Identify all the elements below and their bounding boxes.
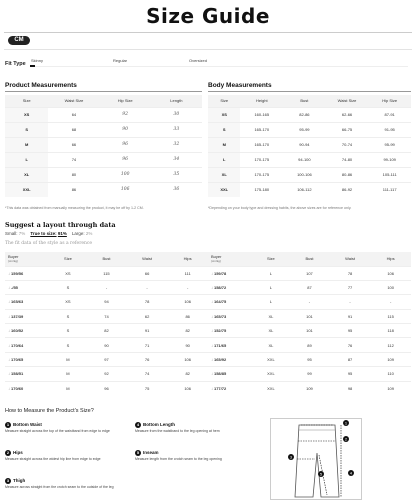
col-header: Length: [151, 95, 202, 107]
table-cell: 62: [127, 309, 168, 323]
buyer-icon: ↓: [210, 357, 213, 363]
fit-scale: [30, 66, 408, 67]
table-cell: 112: [370, 338, 411, 352]
table-cell: [208, 309, 253, 323]
table-cell: XS: [50, 266, 87, 280]
table-cell: XXL: [253, 352, 290, 366]
measure-desc: Measure across straight from the crotch seam to the outside of the leg: [5, 485, 114, 489]
buyer-icon: ↓: [8, 328, 10, 334]
table-cell: [5, 309, 50, 323]
buyer-value: 159/78: [213, 270, 227, 276]
buyer-value: 171/65: [213, 342, 227, 348]
table-cell: S: [50, 280, 87, 294]
fit-true-pct: 91%: [57, 231, 67, 236]
table-row: [208, 122, 411, 137]
col-header: [50, 252, 87, 266]
buyer-icon: ↓: [8, 285, 10, 291]
table-cell: 109: [289, 381, 330, 395]
table-cell: 110: [370, 367, 411, 381]
col-header: Waist Size: [48, 95, 99, 107]
table-cell: XL: [253, 324, 290, 338]
buyer-value: 177/72: [213, 386, 227, 392]
table-cell: 68: [48, 122, 99, 137]
buyer-value: 165/92: [213, 357, 227, 363]
buyer-icon: ↓: [8, 371, 10, 377]
table-cell: 86: [167, 309, 208, 323]
table-cell: 106-112: [283, 182, 326, 197]
table-cell: 101: [289, 324, 330, 338]
table-row: [5, 122, 202, 137]
table-cell: 106: [100, 182, 151, 197]
col-header-label: Waist: [345, 256, 355, 262]
col-header-label: Bust: [305, 256, 314, 262]
table-cell: 105-111: [368, 167, 411, 182]
col-header-label: Size: [267, 256, 275, 262]
divider: [4, 49, 412, 50]
table-cell: 95-99: [368, 137, 411, 152]
table-cell: 99-109: [368, 152, 411, 167]
table-cell: L: [253, 266, 290, 280]
table-cell: 74: [48, 152, 99, 167]
table-row: [5, 137, 202, 152]
table-cell: [5, 352, 50, 366]
buyer-icon: ↓: [8, 270, 10, 276]
buyer-icon: ↓: [8, 299, 10, 305]
fit-large-pct: 2%: [85, 231, 93, 236]
table-cell: -: [370, 295, 411, 309]
buyer-value: 158/51: [11, 371, 24, 377]
table-row: [5, 107, 202, 122]
table-cell: 111: [167, 266, 208, 280]
col-header: [127, 252, 168, 266]
table-cell: 80: [48, 167, 99, 182]
fit-hint: The fit data of the style as a reference: [5, 241, 93, 246]
number-badge: 1: [6, 422, 10, 427]
buyer-icon: ↓: [210, 386, 213, 392]
table-cell: 90: [86, 338, 127, 352]
table-cell: 30: [151, 107, 202, 122]
table-row: [5, 367, 411, 381]
table-cell: 170-175: [240, 167, 283, 182]
table-cell: 82: [167, 324, 208, 338]
table-cell: M: [50, 352, 87, 366]
table-cell: S: [50, 324, 87, 338]
table-cell: [208, 295, 253, 309]
table-cell: 106: [167, 295, 208, 309]
table-cell: 66: [127, 266, 168, 280]
table-row: [5, 167, 202, 182]
fit-small-label: Small:: [5, 231, 18, 236]
table-cell: 92: [100, 107, 151, 122]
table-cell: [208, 338, 253, 352]
buyer-value: 165/63: [11, 299, 24, 305]
measure-desc: Measure length from the crotch seam to the leg opening: [135, 457, 222, 461]
table-cell: [5, 280, 50, 294]
divider: [4, 32, 412, 33]
col-header: [330, 252, 371, 266]
buyer-icon: ↓: [210, 285, 213, 291]
table-cell: 92: [86, 367, 127, 381]
table-cell: [5, 295, 50, 309]
table-cell: XS: [50, 295, 87, 309]
col-header: [370, 252, 411, 266]
table-cell: XXL: [253, 367, 290, 381]
measure-item-thigh: [5, 478, 130, 490]
buyer-value: 158/85: [213, 371, 227, 377]
product-measurements-table: [5, 95, 202, 197]
fit-option-skinny: Skinny: [31, 58, 44, 63]
table-cell: [208, 367, 253, 381]
table-cell: -: [167, 280, 208, 294]
table-cell: XL: [208, 167, 240, 182]
diagram-num: 4: [349, 470, 353, 476]
buyer-icon: ↓: [210, 371, 213, 377]
table-cell: 95-99: [283, 122, 326, 137]
measure-heading: Inseam: [143, 450, 159, 456]
table-cell: -: [127, 280, 168, 294]
col-header-unit: (cm/kg): [210, 258, 221, 263]
buyer-icon: ↓: [210, 313, 213, 319]
table-cell: -: [330, 295, 371, 309]
col-header-label: Waist: [142, 256, 152, 262]
table-cell: 90: [167, 338, 208, 352]
table-cell: 98: [330, 381, 371, 395]
table-cell: 101: [289, 309, 330, 323]
table-cell: L: [253, 295, 290, 309]
table-cell: 82: [86, 324, 127, 338]
table-cell: 96: [86, 381, 127, 395]
buyer-value: 137/39: [11, 313, 24, 319]
buyer-icon: ↓: [8, 313, 10, 319]
fit-small-pct: 7%: [18, 231, 26, 236]
table-cell: 106: [167, 352, 208, 366]
table-cell: M: [50, 381, 87, 395]
fit-type-label: Fit Type: [5, 61, 26, 67]
buyer-value: 170/64: [11, 342, 24, 348]
table-cell: 99: [289, 367, 330, 381]
table-cell: 87: [330, 352, 371, 366]
measure-desc: Measure straight across the widest hip line from edge to edge: [5, 457, 101, 461]
measure-desc: Measure from the waistband to the leg opening at hem: [135, 429, 220, 433]
table-cell: -: [289, 295, 330, 309]
buyer-value: 165/73: [213, 313, 227, 319]
table-cell: 36: [151, 182, 202, 197]
page-title: Size Guide: [146, 4, 270, 28]
table-cell: [5, 266, 50, 280]
table-cell: 87-91: [368, 107, 411, 122]
diagram-num: 2: [344, 436, 348, 442]
table-cell: 34: [151, 152, 202, 167]
table-row: [208, 167, 411, 182]
table-cell: L: [208, 152, 240, 167]
table-cell: [208, 266, 253, 280]
col-header: [289, 252, 330, 266]
col-header: [86, 252, 127, 266]
table-cell: XS: [5, 107, 48, 122]
table-row: [5, 266, 411, 280]
table-cell: 165-170: [240, 137, 283, 152]
col-header: Size: [5, 95, 48, 107]
buyer-icon: ↓: [8, 357, 10, 363]
table-cell: [5, 338, 50, 352]
body-note: *Depending on your body type and dressing habits, the above sizes are for reference only.: [208, 206, 352, 210]
buyer-icon: ↓: [210, 342, 213, 348]
table-cell: 64: [48, 107, 99, 122]
product-note: *This data was obtained from manually measuring the product, it may be off by 1-2 CM.: [5, 206, 144, 210]
buyer-icon: ↓: [210, 299, 213, 305]
table-cell: [5, 324, 50, 338]
table-cell: 165-170: [240, 122, 283, 137]
measure-desc: Measure straight across the top of the waistband from edge to edge: [5, 429, 110, 433]
table-cell: 95: [289, 352, 330, 366]
pants-diagram: [270, 418, 362, 500]
table-cell: 35: [151, 167, 202, 182]
table-row: [208, 152, 411, 167]
customer-fit-table: [5, 252, 411, 396]
buyer-value: 170/65: [11, 357, 24, 363]
table-cell: 74: [127, 367, 168, 381]
buyer-value: 152/75: [213, 328, 227, 334]
table-cell: 76: [330, 338, 371, 352]
table-cell: 107: [289, 266, 330, 280]
measure-item-length: [135, 422, 260, 434]
product-measurements-title: Product Measurements: [5, 82, 77, 89]
table-cell: 95: [330, 367, 371, 381]
table-cell: 100: [370, 280, 411, 294]
buyer-icon: ↓: [210, 328, 213, 334]
table-row: [5, 352, 411, 366]
buyer-value: 160/52: [11, 328, 24, 334]
table-row: [5, 152, 202, 167]
col-header-label: Buyer: [8, 253, 19, 259]
table-cell: 95: [330, 324, 371, 338]
buyer-icon: ↓: [210, 270, 213, 276]
table-cell: 80-86: [326, 167, 369, 182]
buyer-icon: ↓: [8, 386, 10, 392]
col-header-unit: (cm/kg): [8, 258, 18, 263]
table-cell: 74: [86, 309, 127, 323]
table-cell: [208, 352, 253, 366]
buyer-value: 158/72: [213, 285, 227, 291]
table-cell: 91-95: [368, 122, 411, 137]
table-cell: 100-106: [283, 167, 326, 182]
table-cell: 86: [48, 182, 99, 197]
buyer-icon: ↓: [8, 342, 10, 348]
col-header-label: Hips: [183, 256, 192, 262]
table-cell: XXL: [208, 182, 240, 197]
table-cell: 175-180: [240, 182, 283, 197]
table-cell: [208, 381, 253, 395]
table-row: [5, 309, 411, 323]
table-cell: 33: [151, 122, 202, 137]
measure-item-waist: [5, 422, 130, 434]
table-cell: S: [208, 122, 240, 137]
col-header: Hip Size: [100, 95, 151, 107]
table-cell: 170-175: [240, 152, 283, 167]
table-cell: 109: [370, 381, 411, 395]
table-cell: 91: [127, 324, 168, 338]
table-cell: 87: [289, 280, 330, 294]
col-header: [5, 252, 50, 266]
measure-heading: Bottom Waist: [13, 422, 42, 428]
col-header-label: Hips: [386, 256, 395, 262]
measure-heading: Hips: [13, 450, 23, 456]
table-cell: 115: [86, 266, 127, 280]
table-cell: [5, 381, 50, 395]
table-cell: M: [5, 137, 48, 152]
table-cell: 62-66: [326, 107, 369, 122]
col-header: [167, 252, 208, 266]
table-cell: 77: [330, 280, 371, 294]
table-cell: 82-86: [283, 107, 326, 122]
diagram-num: 3: [289, 454, 293, 460]
table-cell: 96: [100, 137, 151, 152]
table-cell: 86-92: [326, 182, 369, 197]
table-cell: 109: [370, 352, 411, 366]
table-cell: 94: [86, 295, 127, 309]
section-rule: [5, 91, 202, 92]
table-row: [5, 182, 202, 197]
fit-option-regular: Regular: [113, 58, 128, 63]
col-header-label: Buyer: [210, 253, 222, 259]
table-cell: 78: [127, 295, 168, 309]
fit-true-label: True to size:: [30, 231, 57, 236]
diagram-num: 5: [319, 471, 323, 477]
table-cell: 90: [100, 122, 151, 137]
table-cell: [208, 324, 253, 338]
table-cell: [208, 280, 253, 294]
table-cell: M: [50, 367, 87, 381]
table-cell: L: [253, 280, 290, 294]
col-header: Hip Size: [368, 95, 411, 107]
table-cell: S: [50, 338, 87, 352]
table-cell: 100: [100, 167, 151, 182]
table-cell: 66: [48, 137, 99, 152]
suggest-title: Suggest a layout through data: [5, 221, 116, 229]
table-cell: 75: [127, 381, 168, 395]
table-cell: S: [5, 122, 48, 137]
table-cell: M: [208, 137, 240, 152]
howto-title: How to Measure the Product's Size?: [5, 408, 94, 414]
col-header: Bust: [283, 95, 326, 107]
unit-toggle[interactable]: CM: [8, 36, 30, 45]
table-row: [5, 280, 411, 294]
col-header: [208, 252, 253, 266]
fit-large-label: Large:: [71, 231, 85, 236]
table-cell: 111-117: [368, 182, 411, 197]
body-measurements-table: [208, 95, 411, 197]
table-cell: XXL: [5, 182, 48, 197]
table-cell: 71: [127, 338, 168, 352]
table-cell: 97: [86, 352, 127, 366]
table-cell: 115: [370, 309, 411, 323]
table-row: [5, 324, 411, 338]
table-cell: 76: [127, 352, 168, 366]
table-cell: 118: [370, 324, 411, 338]
table-cell: 91: [330, 309, 371, 323]
body-measurements-title: Body Measurements: [208, 82, 272, 89]
table-cell: 66-75: [326, 122, 369, 137]
table-cell: 106: [370, 266, 411, 280]
col-header: Waist Size: [326, 95, 369, 107]
table-cell: 78: [330, 266, 371, 280]
table-cell: S: [50, 309, 87, 323]
fit-option-oversized: Oversized: [189, 58, 208, 63]
table-cell: 96: [100, 152, 151, 167]
table-cell: 90-94: [283, 137, 326, 152]
table-cell: XL: [253, 309, 290, 323]
table-row: [5, 338, 411, 352]
measure-heading: Bottom Length: [143, 422, 175, 428]
number-badge: 3: [6, 478, 10, 483]
table-cell: 160-165: [240, 107, 283, 122]
col-header: Height: [240, 95, 283, 107]
measure-heading: Thigh: [13, 478, 26, 484]
measure-item-hips: [5, 450, 130, 462]
table-row: [5, 295, 411, 309]
table-cell: 74-80: [326, 152, 369, 167]
table-cell: 89: [289, 338, 330, 352]
table-cell: 32: [151, 137, 202, 152]
table-cell: XS: [208, 107, 240, 122]
number-badge: 5: [136, 450, 140, 455]
table-cell: XL: [253, 338, 290, 352]
table-cell: [5, 367, 50, 381]
col-header: Size: [208, 95, 240, 107]
col-header-label: Bust: [102, 256, 111, 262]
col-header-label: Size: [64, 256, 72, 262]
number-badge: 4: [136, 422, 140, 427]
buyer-value: 159/56: [11, 270, 24, 276]
table-row: [208, 137, 411, 152]
table-cell: -: [86, 280, 127, 294]
diagram-num: 1: [344, 420, 348, 426]
table-cell: 82: [167, 367, 208, 381]
pants-illustration-icon: [271, 419, 363, 501]
table-row: [5, 381, 411, 395]
table-cell: 70-74: [326, 137, 369, 152]
table-cell: L: [5, 152, 48, 167]
buyer-value: -/55: [11, 285, 18, 291]
section-rule: [208, 91, 411, 92]
buyer-value: 170/60: [11, 386, 24, 392]
table-row: [208, 182, 411, 197]
table-cell: 94-100: [283, 152, 326, 167]
number-badge: 2: [6, 450, 10, 455]
measure-item-inseam: [135, 450, 260, 462]
table-row: [208, 107, 411, 122]
table-cell: XXL: [253, 381, 290, 395]
buyer-value: 164/75: [213, 299, 227, 305]
table-cell: XL: [5, 167, 48, 182]
col-header: [253, 252, 290, 266]
fit-distribution: [5, 231, 92, 236]
fit-indicator: [30, 65, 35, 67]
table-cell: 106: [167, 381, 208, 395]
